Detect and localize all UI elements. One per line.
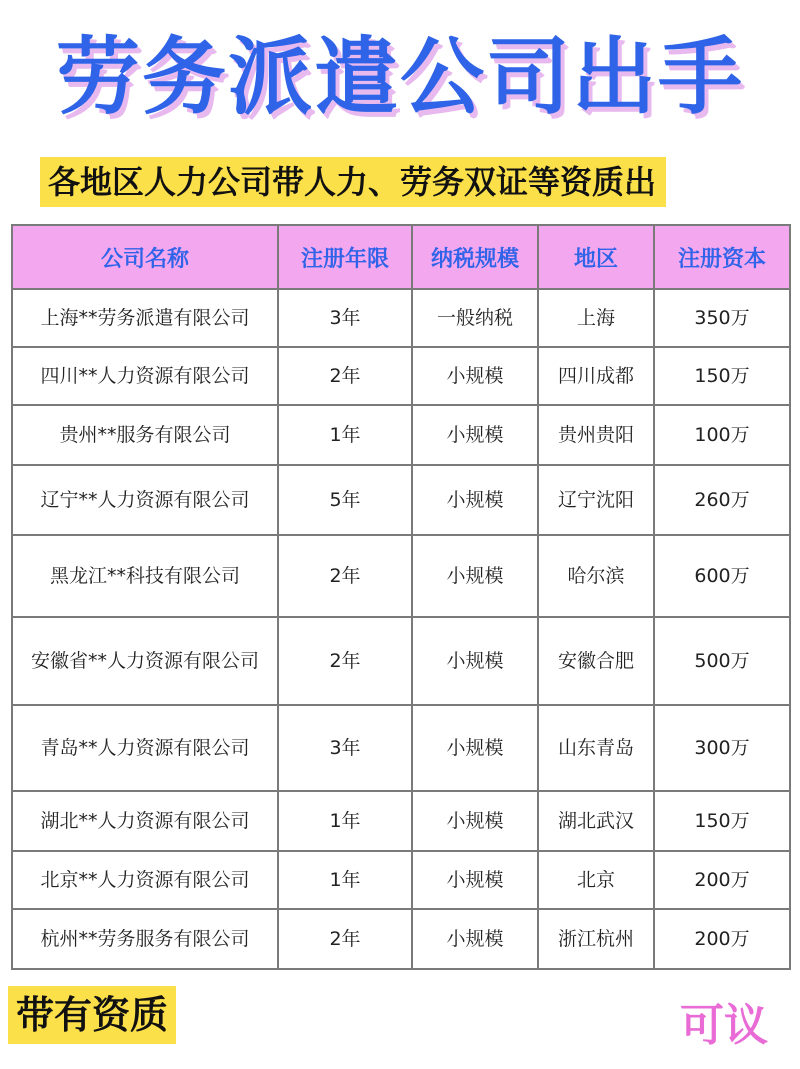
cell-registration-years: 2年	[278, 347, 412, 405]
cell-company-name: 杭州**劳务服务有限公司	[12, 909, 278, 969]
column-header-registration-years: 注册年限	[278, 225, 412, 289]
cell-tax-scale: 小规模	[412, 535, 538, 617]
cell-region: 贵州贵阳	[538, 405, 654, 465]
subtitle-text: 各地区人力公司带人力、劳务双证等资质出	[48, 163, 657, 201]
table-row	[12, 851, 790, 909]
table-row	[12, 617, 790, 705]
cell-company-name: 湖北**人力资源有限公司	[12, 791, 278, 851]
cell-registration-years: 5年	[278, 465, 412, 535]
table-header-row	[12, 225, 790, 289]
cell-region: 山东青岛	[538, 705, 654, 791]
cell-company-name: 青岛**人力资源有限公司	[12, 705, 278, 791]
cell-tax-scale: 小规模	[412, 851, 538, 909]
qualification-badge-text: 带有资质	[16, 993, 169, 1037]
table-row	[12, 705, 790, 791]
cell-registration-years: 1年	[278, 851, 412, 909]
cell-registered-capital: 500万	[654, 617, 790, 705]
cell-region: 安徽合肥	[538, 617, 654, 705]
cell-tax-scale: 小规模	[412, 909, 538, 969]
cell-registered-capital: 200万	[654, 851, 790, 909]
table-row	[12, 347, 790, 405]
company-table	[11, 224, 791, 970]
table-row	[12, 791, 790, 851]
cell-registration-years: 1年	[278, 405, 412, 465]
negotiable-label: 可议	[680, 1000, 768, 1051]
cell-registered-capital: 200万	[654, 909, 790, 969]
cell-tax-scale: 小规模	[412, 705, 538, 791]
cell-registered-capital: 260万	[654, 465, 790, 535]
table-row	[12, 465, 790, 535]
cell-region: 北京	[538, 851, 654, 909]
table-row	[12, 405, 790, 465]
qualification-badge	[8, 986, 176, 1044]
cell-region: 浙江杭州	[538, 909, 654, 969]
cell-region: 上海	[538, 289, 654, 347]
cell-region: 哈尔滨	[538, 535, 654, 617]
subtitle-banner	[40, 157, 666, 207]
cell-company-name: 辽宁**人力资源有限公司	[12, 465, 278, 535]
cell-registered-capital: 100万	[654, 405, 790, 465]
cell-registered-capital: 300万	[654, 705, 790, 791]
cell-registered-capital: 600万	[654, 535, 790, 617]
cell-company-name: 北京**人力资源有限公司	[12, 851, 278, 909]
cell-tax-scale: 小规模	[412, 347, 538, 405]
cell-registered-capital: 150万	[654, 791, 790, 851]
table-row	[12, 909, 790, 969]
cell-registration-years: 3年	[278, 289, 412, 347]
column-header-company-name: 公司名称	[12, 225, 278, 289]
cell-company-name: 黑龙江**科技有限公司	[12, 535, 278, 617]
table-row	[12, 535, 790, 617]
column-header-registered-capital: 注册资本	[654, 225, 790, 289]
cell-tax-scale: 小规模	[412, 617, 538, 705]
page-title: 劳务派遣公司出手	[55, 28, 744, 126]
cell-registration-years: 2年	[278, 617, 412, 705]
cell-region: 湖北武汉	[538, 791, 654, 851]
cell-tax-scale: 小规模	[412, 465, 538, 535]
cell-tax-scale: 小规模	[412, 405, 538, 465]
cell-registered-capital: 350万	[654, 289, 790, 347]
cell-registration-years: 3年	[278, 705, 412, 791]
table-row	[12, 289, 790, 347]
cell-company-name: 贵州**服务有限公司	[12, 405, 278, 465]
cell-region: 辽宁沈阳	[538, 465, 654, 535]
cell-company-name: 四川**人力资源有限公司	[12, 347, 278, 405]
column-header-tax-scale: 纳税规模	[412, 225, 538, 289]
cell-company-name: 上海**劳务派遣有限公司	[12, 289, 278, 347]
cell-registered-capital: 150万	[654, 347, 790, 405]
cell-company-name: 安徽省**人力资源有限公司	[12, 617, 278, 705]
cell-tax-scale: 一般纳税	[412, 289, 538, 347]
cell-registration-years: 2年	[278, 535, 412, 617]
company-table-container	[11, 224, 789, 970]
cell-registration-years: 2年	[278, 909, 412, 969]
cell-registration-years: 1年	[278, 791, 412, 851]
cell-region: 四川成都	[538, 347, 654, 405]
cell-tax-scale: 小规模	[412, 791, 538, 851]
column-header-region: 地区	[538, 225, 654, 289]
